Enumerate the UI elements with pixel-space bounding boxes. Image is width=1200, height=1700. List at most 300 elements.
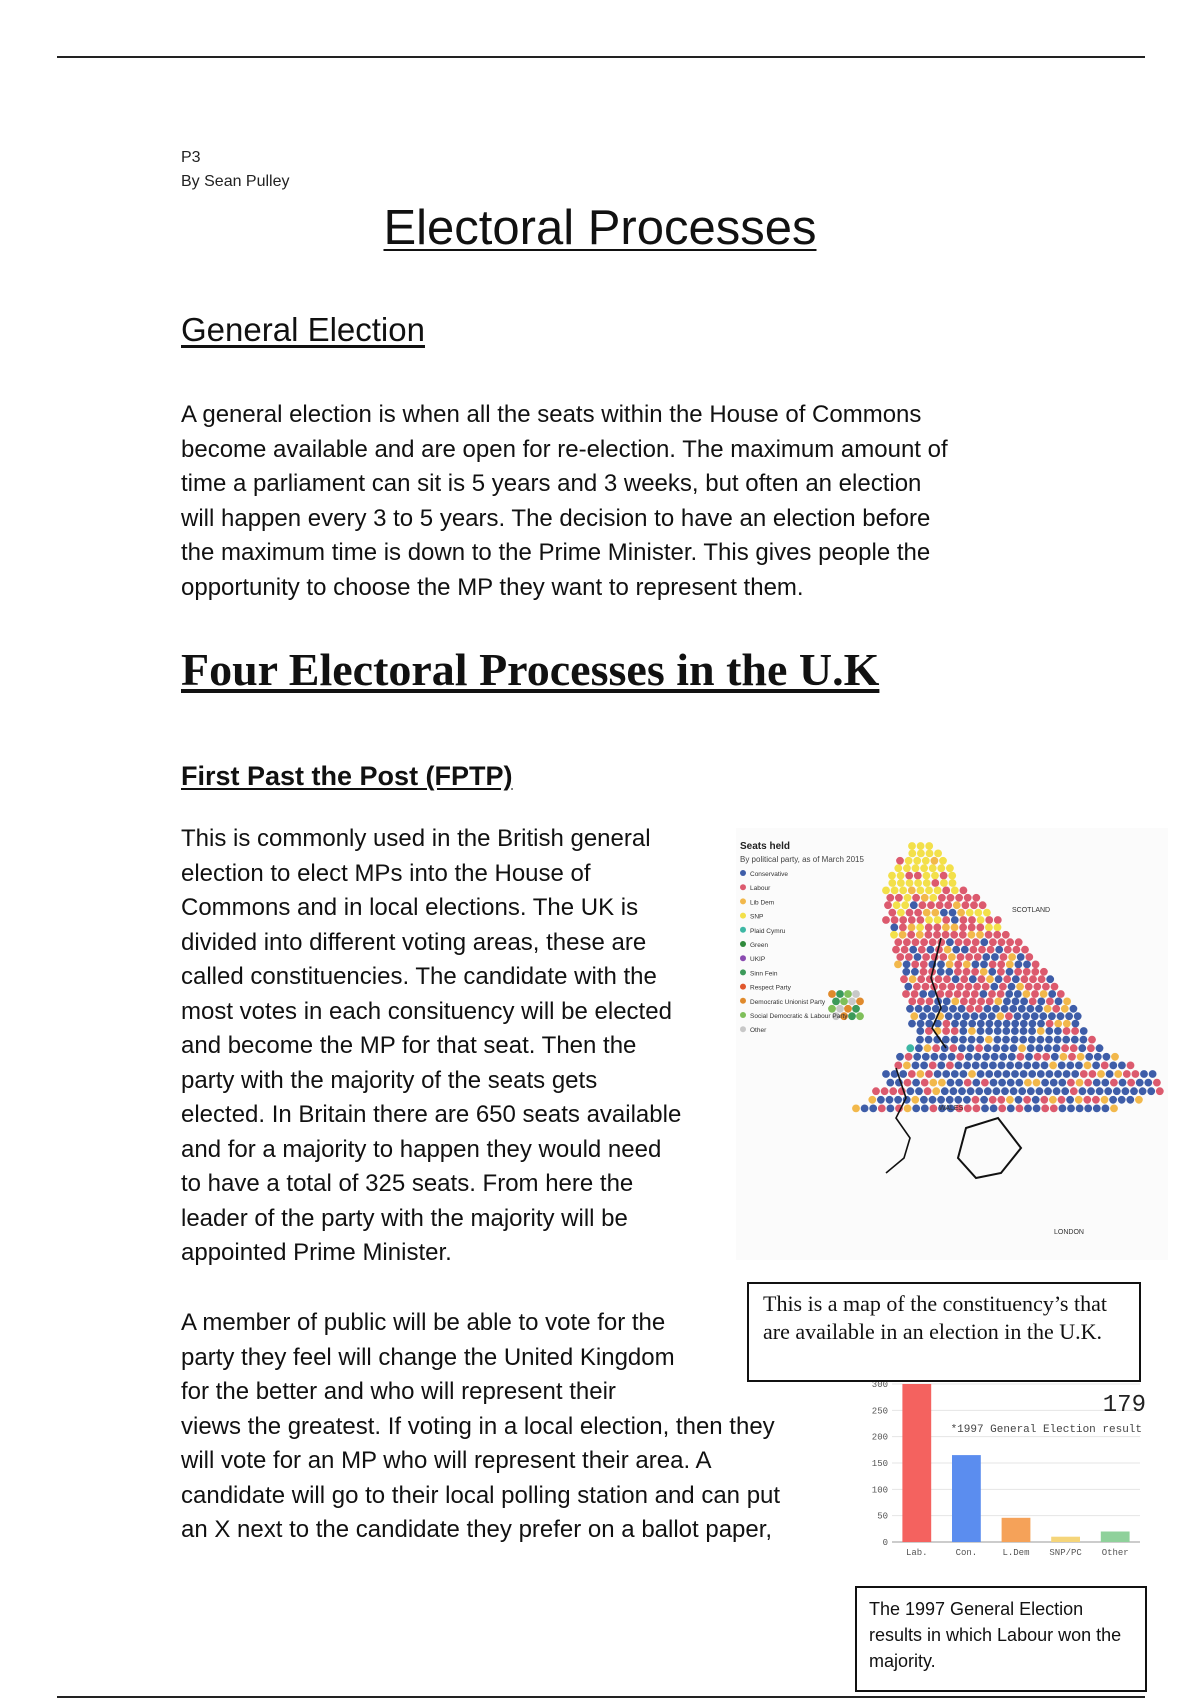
constituency-hex bbox=[910, 901, 918, 909]
constituency-hex bbox=[943, 998, 951, 1006]
legend-swatch bbox=[740, 870, 746, 876]
constituency-hex bbox=[909, 946, 917, 954]
constituency-hex bbox=[1029, 998, 1037, 1006]
constituency-hex bbox=[1042, 1053, 1050, 1061]
constituency-hex bbox=[886, 1079, 894, 1087]
constituency-hex bbox=[1037, 1036, 1045, 1044]
constituency-hex bbox=[912, 864, 920, 872]
constituency-hex bbox=[955, 894, 963, 902]
constituency-hex bbox=[1063, 998, 1071, 1006]
constituency-hex bbox=[1092, 1096, 1100, 1104]
constituency-hex bbox=[926, 998, 934, 1006]
paragraph-line: will happen every 3 to 5 years. The decision to have an election before bbox=[181, 504, 931, 532]
paragraph-line: A member of public will be able to vote for the bbox=[181, 1309, 666, 1336]
constituency-hex bbox=[951, 924, 959, 932]
constituency-hex bbox=[1006, 961, 1014, 969]
constituency-hex bbox=[1016, 983, 1024, 991]
constituency-hex bbox=[920, 1096, 928, 1104]
constituency-hex bbox=[992, 1044, 1000, 1052]
constituency-hex bbox=[913, 857, 921, 865]
constituency-hex bbox=[1005, 1012, 1013, 1020]
constituency-hex bbox=[1042, 983, 1050, 991]
constituency-hex bbox=[986, 998, 994, 1006]
constituency-hex bbox=[972, 961, 980, 969]
constituency-hex bbox=[925, 887, 933, 895]
constituency-hex bbox=[998, 1079, 1006, 1087]
constituency-hex bbox=[1106, 1070, 1114, 1078]
constituency-hex bbox=[997, 961, 1005, 969]
constituency-hex bbox=[1122, 1087, 1130, 1095]
constituency-hex bbox=[1018, 1044, 1026, 1052]
chart-bar bbox=[1101, 1532, 1130, 1543]
constituency-hex bbox=[904, 1079, 912, 1087]
constituency-hex bbox=[861, 1105, 869, 1113]
constituency-hex bbox=[917, 887, 925, 895]
constituency-hex bbox=[899, 931, 907, 939]
constituency-hex bbox=[963, 968, 971, 976]
constituency-hex bbox=[899, 1070, 907, 1078]
constituency-hex bbox=[942, 931, 950, 939]
constituency-hex bbox=[1005, 990, 1013, 998]
constituency-hex bbox=[1072, 1020, 1080, 1028]
constituency-hex bbox=[906, 1044, 914, 1052]
constituency-hex bbox=[932, 1044, 940, 1052]
map-caption-box: This is a map of the constituency’s that are available in an election in the U.K. bbox=[747, 1282, 1141, 1382]
constituency-hex bbox=[925, 1036, 933, 1044]
constituency-hex bbox=[1001, 1005, 1009, 1013]
constituency-hex bbox=[1140, 1070, 1148, 1078]
constituency-hex bbox=[918, 946, 926, 954]
constituency-hex bbox=[917, 1070, 925, 1078]
legend-swatch bbox=[740, 927, 746, 933]
legend-swatch bbox=[740, 1012, 746, 1018]
constituency-hex bbox=[953, 901, 961, 909]
constituency-hex bbox=[1094, 1053, 1102, 1061]
legend-swatch bbox=[740, 913, 746, 919]
constituency-hex bbox=[934, 887, 942, 895]
constituency-hex bbox=[925, 916, 933, 924]
constituency-hex bbox=[928, 990, 936, 998]
constituency-hex bbox=[1045, 1027, 1053, 1035]
constituency-hex bbox=[1054, 1027, 1062, 1035]
paragraph-line: and for a majority to happen they would need bbox=[181, 1135, 662, 1163]
constituency-hex bbox=[939, 1053, 947, 1061]
constituency-hex bbox=[916, 1036, 924, 1044]
constituency-hex bbox=[974, 1053, 982, 1061]
constituency-hex bbox=[1035, 1044, 1043, 1052]
constituency-hex bbox=[1040, 968, 1048, 976]
constituency-hex bbox=[1033, 1079, 1041, 1087]
constituency-hex bbox=[911, 1096, 919, 1104]
constituency-hex bbox=[1033, 1105, 1041, 1113]
constituency-hex bbox=[906, 909, 914, 917]
constituency-hex bbox=[903, 961, 911, 969]
fptp-heading: First Past the Post (FPTP) bbox=[181, 761, 513, 791]
constituency-hex bbox=[1057, 990, 1065, 998]
constituency-hex bbox=[916, 1027, 924, 1035]
constituency-hex bbox=[997, 990, 1005, 998]
constituency-hex bbox=[902, 968, 910, 976]
constituency-hex bbox=[958, 1044, 966, 1052]
chart-bar bbox=[1051, 1537, 1080, 1542]
constituency-hex bbox=[1038, 975, 1046, 983]
constituency-hex bbox=[943, 975, 951, 983]
constituency-hex bbox=[970, 901, 978, 909]
legend-label: Green bbox=[750, 942, 769, 949]
constituency-hex bbox=[1036, 1087, 1044, 1095]
constituency-hex bbox=[1054, 1070, 1062, 1078]
constituency-hex bbox=[994, 1020, 1002, 1028]
constituency-hex bbox=[1028, 1027, 1036, 1035]
constituency-hex bbox=[856, 1012, 864, 1020]
constituency-hex bbox=[917, 1020, 925, 1028]
constituency-hex bbox=[1065, 1012, 1073, 1020]
constituency-hex bbox=[890, 931, 898, 939]
constituency-hex bbox=[960, 1020, 968, 1028]
constituency-hex bbox=[964, 1105, 972, 1113]
constituency-hex bbox=[954, 1096, 962, 1104]
constituency-hex bbox=[852, 1005, 860, 1013]
constituency-hex bbox=[1066, 1062, 1074, 1070]
constituency-hex bbox=[911, 968, 919, 976]
constituency-hex bbox=[1029, 975, 1037, 983]
constituency-hex bbox=[924, 1087, 932, 1095]
constituency-hex bbox=[940, 879, 948, 887]
constituency-hex bbox=[980, 968, 988, 976]
constituency-hex bbox=[949, 879, 957, 887]
constituency-hex bbox=[891, 916, 899, 924]
constituency-hex bbox=[912, 1062, 920, 1070]
constituency-hex bbox=[1103, 1053, 1111, 1061]
chart-x-labels bbox=[906, 1548, 1129, 1558]
constituency-hex bbox=[1101, 1062, 1109, 1070]
legend-label: Plaid Cymru bbox=[750, 927, 786, 935]
chart-y-tick: 50 bbox=[877, 1511, 888, 1522]
constituency-hex bbox=[998, 1105, 1006, 1113]
constituency-hex bbox=[828, 1005, 836, 1013]
constituency-hex bbox=[908, 1020, 916, 1028]
constituency-hex bbox=[900, 975, 908, 983]
constituency-hex bbox=[989, 1096, 997, 1104]
constituency-hex bbox=[917, 998, 925, 1006]
constituency-hex bbox=[922, 1053, 930, 1061]
constituency-hex bbox=[1075, 1096, 1083, 1104]
constituency-hex bbox=[915, 1044, 923, 1052]
constituency-hex bbox=[985, 924, 993, 932]
map-subtitle: By political party, as of March 2015 bbox=[740, 855, 864, 864]
paragraph-line: election to elect MPs into the House of bbox=[181, 859, 591, 887]
constituency-hex bbox=[1083, 1096, 1091, 1104]
constituency-hex bbox=[993, 1087, 1001, 1095]
region-label-scotland: SCOTLAND bbox=[1012, 907, 1051, 914]
constituency-hex bbox=[977, 1020, 985, 1028]
constituency-hex bbox=[1010, 1044, 1018, 1052]
constituency-hex bbox=[1071, 1036, 1079, 1044]
constituency-hex bbox=[1016, 1105, 1024, 1113]
constituency-hex bbox=[929, 1079, 937, 1087]
constituency-hex bbox=[938, 1079, 946, 1087]
constituency-hex bbox=[905, 872, 913, 880]
constituency-hex bbox=[971, 968, 979, 976]
constituency-hex bbox=[983, 909, 991, 917]
constituency-hex bbox=[982, 983, 990, 991]
constituency-hex bbox=[982, 1053, 990, 1061]
constituency-hex bbox=[1084, 1062, 1092, 1070]
constituency-hex bbox=[1011, 1027, 1019, 1035]
constituency-hex bbox=[1061, 1087, 1069, 1095]
constituency-hex bbox=[904, 983, 912, 991]
chart-x-label: Other bbox=[1101, 1548, 1129, 1558]
constituency-hex bbox=[848, 998, 856, 1006]
constituency-hex bbox=[901, 946, 909, 954]
constituency-hex bbox=[1136, 1079, 1144, 1087]
legend-label: Social Democratic & Labour Party bbox=[750, 1013, 848, 1020]
constituency-hex bbox=[1013, 946, 1021, 954]
constituency-hex bbox=[931, 872, 939, 880]
constituency-hex bbox=[1051, 1053, 1059, 1061]
constituency-hex bbox=[934, 916, 942, 924]
constituency-hex bbox=[939, 983, 947, 991]
legend-swatch bbox=[740, 898, 746, 904]
chart-y-tick: 250 bbox=[871, 1406, 888, 1417]
constituency-hex bbox=[933, 924, 941, 932]
constituency-hex bbox=[944, 946, 952, 954]
legend-label: Democratic Unionist Party bbox=[750, 998, 826, 1006]
constituency-hex bbox=[1031, 1012, 1039, 1020]
constituency-hex bbox=[912, 1105, 920, 1113]
constituency-hex bbox=[985, 931, 993, 939]
constituency-hex bbox=[1080, 1036, 1088, 1044]
paragraph-line: Commons and in local elections. The UK is bbox=[181, 894, 639, 921]
constituency-hex bbox=[908, 916, 916, 924]
constituency-hex bbox=[968, 1070, 976, 1078]
paragraph-line: candidate will go to their local polling station and can put bbox=[181, 1481, 781, 1509]
constituency-hex bbox=[986, 1020, 994, 1028]
constituency-hex bbox=[925, 924, 933, 932]
constituency-hex bbox=[908, 998, 916, 1006]
constituency-hex bbox=[1053, 1044, 1061, 1052]
constituency-hex bbox=[971, 1012, 979, 1020]
constituency-hex bbox=[828, 990, 836, 998]
constituency-hex bbox=[897, 879, 905, 887]
constituency-hex bbox=[1079, 1087, 1087, 1095]
constituency-hex bbox=[965, 953, 973, 961]
constituency-hex bbox=[1031, 990, 1039, 998]
legend-label: Lib Dem bbox=[750, 899, 775, 907]
constituency-hex bbox=[910, 1012, 918, 1020]
constituency-hex bbox=[896, 857, 904, 865]
constituency-hex bbox=[921, 1105, 929, 1113]
paragraph-line: to have a total of 325 seats. From here the bbox=[181, 1170, 634, 1197]
constituency-hex bbox=[953, 1012, 961, 1020]
constituency-hex bbox=[942, 1036, 950, 1044]
constituency-hex bbox=[989, 961, 997, 969]
paragraph-line: views the greatest. If voting in a local election, then they bbox=[181, 1412, 775, 1440]
paragraph-line: the maximum time is down to the Prime Minister. This gives people the bbox=[181, 539, 931, 566]
constituency-hex bbox=[951, 1020, 959, 1028]
constituency-hex bbox=[1006, 1096, 1014, 1104]
constituency-hex bbox=[1000, 953, 1008, 961]
paragraph-line: leader of the party with the majority will be bbox=[181, 1204, 628, 1232]
constituency-hex bbox=[878, 1105, 886, 1113]
constituency-hex bbox=[907, 931, 915, 939]
constituency-hex bbox=[897, 872, 905, 880]
constituency-hex bbox=[1104, 1087, 1112, 1095]
constituency-hex bbox=[951, 998, 959, 1006]
legend-swatch bbox=[740, 955, 746, 961]
constituency-hex bbox=[994, 998, 1002, 1006]
constituency-hex bbox=[1051, 983, 1059, 991]
constituency-hex bbox=[1080, 1027, 1088, 1035]
constituency-hex bbox=[1014, 990, 1022, 998]
region-label-london: LONDON bbox=[1054, 1229, 1084, 1236]
constituency-hex bbox=[886, 894, 894, 902]
constituency-hex bbox=[1070, 1087, 1078, 1095]
constituency-hex bbox=[988, 968, 996, 976]
constituency-hex bbox=[924, 1044, 932, 1052]
constituency-hex bbox=[973, 983, 981, 991]
constituency-hex bbox=[920, 938, 928, 946]
constituency-hex bbox=[931, 1053, 939, 1061]
constituency-hex bbox=[984, 1087, 992, 1095]
constituency-hex bbox=[1020, 1027, 1028, 1035]
constituency-hex bbox=[928, 1012, 936, 1020]
constituency-hex bbox=[963, 1062, 971, 1070]
constituency-hex bbox=[1111, 1053, 1119, 1061]
constituency-hex bbox=[913, 1053, 921, 1061]
constituency-hex bbox=[968, 1036, 976, 1044]
constituency-hex bbox=[914, 879, 922, 887]
constituency-hex bbox=[946, 938, 954, 946]
constituency-hex bbox=[894, 1096, 902, 1104]
constituency-hex bbox=[994, 916, 1002, 924]
constituency-hex bbox=[994, 1036, 1002, 1044]
constituency-hex bbox=[1004, 946, 1012, 954]
constituency-hex bbox=[1015, 1079, 1023, 1087]
chart-bar bbox=[952, 1455, 981, 1542]
constituency-hex bbox=[947, 894, 955, 902]
constituency-hex bbox=[931, 909, 939, 917]
constituency-hex bbox=[979, 901, 987, 909]
constituency-hex bbox=[1110, 1079, 1118, 1087]
constituency-hex bbox=[995, 946, 1003, 954]
constituency-hex bbox=[889, 1087, 897, 1095]
legend-label: Other bbox=[750, 1027, 767, 1035]
page-top-rule bbox=[57, 56, 1145, 58]
constituency-hex bbox=[955, 1062, 963, 1070]
constituency-hex bbox=[951, 887, 959, 895]
constituency-hex bbox=[955, 1079, 963, 1087]
constituency-hex bbox=[1127, 1062, 1135, 1070]
constituency-hex bbox=[969, 975, 977, 983]
constituency-hex bbox=[912, 1079, 920, 1087]
page-title bbox=[0, 198, 1200, 258]
fptp-paragraph-2 bbox=[181, 1306, 780, 1548]
constituency-hex bbox=[1040, 990, 1048, 998]
constituency-hex bbox=[911, 961, 919, 969]
constituency-hex bbox=[958, 1087, 966, 1095]
constituency-hex bbox=[1037, 1027, 1045, 1035]
general-election-heading: General Election bbox=[181, 311, 425, 348]
constituency-hex bbox=[1041, 1079, 1049, 1087]
chart-x-label: Con. bbox=[955, 1548, 978, 1558]
constituency-hex bbox=[977, 1070, 985, 1078]
constituency-hex bbox=[872, 1087, 880, 1095]
constituency-hex bbox=[1027, 1044, 1035, 1052]
constituency-hex bbox=[1119, 1079, 1127, 1087]
constituency-hex bbox=[942, 916, 950, 924]
constituency-hex bbox=[925, 1070, 933, 1078]
constituency-hex bbox=[1066, 1096, 1074, 1104]
document-code: P3 bbox=[181, 149, 201, 166]
constituency-hex bbox=[882, 916, 890, 924]
constituency-hex bbox=[997, 968, 1005, 976]
page-title-text: Electoral Processes bbox=[383, 201, 817, 255]
constituency-hex bbox=[1144, 1079, 1152, 1087]
constituency-hex bbox=[994, 1070, 1002, 1078]
constituency-hex bbox=[1044, 1087, 1052, 1095]
fptp-paragraph-1 bbox=[181, 822, 681, 1271]
constituency-hex bbox=[951, 916, 959, 924]
constituency-hex bbox=[1109, 1096, 1117, 1104]
constituency-hex bbox=[960, 916, 968, 924]
constituency-hex bbox=[976, 931, 984, 939]
constituency-hex bbox=[1153, 1079, 1161, 1087]
constituency-hex bbox=[931, 879, 939, 887]
paragraph-line: called constituencies. The candidate with the bbox=[181, 963, 657, 990]
constituency-hex bbox=[964, 1079, 972, 1087]
constituency-hex bbox=[899, 916, 907, 924]
constituency-hex bbox=[998, 1062, 1006, 1070]
constituency-hex bbox=[949, 909, 957, 917]
constituency-hex bbox=[938, 894, 946, 902]
constituency-hex bbox=[1149, 1070, 1157, 1078]
constituency-hex bbox=[1009, 1005, 1017, 1013]
constituency-hex bbox=[1039, 1012, 1047, 1020]
constituency-hex bbox=[1020, 998, 1028, 1006]
constituency-hex bbox=[1001, 1044, 1009, 1052]
constituency-hex bbox=[999, 1053, 1007, 1061]
constituency-hex bbox=[891, 887, 899, 895]
constituency-hex bbox=[942, 1027, 950, 1035]
constituency-hex bbox=[984, 1005, 992, 1013]
constituency-hex bbox=[906, 879, 914, 887]
constituency-hex bbox=[946, 1062, 954, 1070]
constituency-hex bbox=[936, 901, 944, 909]
constituency-hex bbox=[1080, 1070, 1088, 1078]
constituency-hex bbox=[881, 1087, 889, 1095]
map-title: Seats held bbox=[740, 841, 791, 852]
constituency-hex bbox=[1015, 1096, 1023, 1104]
constituency-hex bbox=[1084, 1105, 1092, 1113]
constituency-hex bbox=[937, 961, 945, 969]
constituency-hex bbox=[972, 938, 980, 946]
constituency-hex bbox=[894, 1062, 902, 1070]
constituency-hex bbox=[940, 909, 948, 917]
constituency-hex bbox=[966, 1005, 974, 1013]
constituency-hex bbox=[923, 872, 931, 880]
constituency-hex bbox=[1110, 1105, 1118, 1113]
constituency-hex bbox=[888, 909, 896, 917]
constituency-hex bbox=[1067, 1105, 1075, 1113]
constituency-hex bbox=[836, 990, 844, 998]
constituency-hex bbox=[1034, 1053, 1042, 1061]
constituency-hex bbox=[958, 1005, 966, 1013]
constituency-hex bbox=[1006, 938, 1014, 946]
constituency-hex bbox=[904, 894, 912, 902]
constituency-hex bbox=[914, 872, 922, 880]
constituency-hex bbox=[852, 990, 860, 998]
